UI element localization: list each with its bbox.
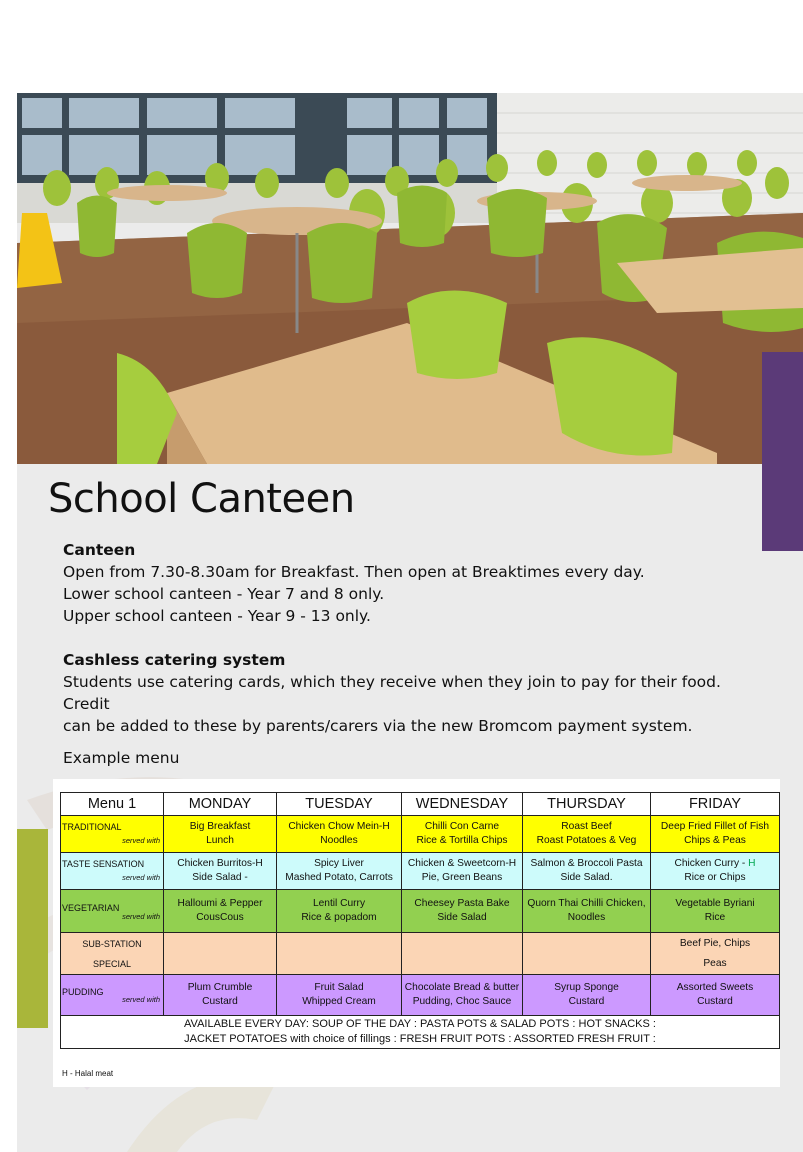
page-title: School Canteen xyxy=(48,476,355,522)
category-cell xyxy=(61,890,164,933)
category-cell xyxy=(61,816,164,853)
menu-cell: Salmon & Broccoli Pasta Side Salad. xyxy=(523,853,651,890)
served-with-note: served with xyxy=(122,873,160,882)
menu-cell: Chicken Burritos-H Side Salad - xyxy=(164,853,277,890)
menu-cell: Chicken & Sweetcorn-H Pie, Green Beans xyxy=(402,853,523,890)
menu-cell: Lentil Curry Rice & popadom xyxy=(277,890,402,933)
menu-cell: Big Breakfast Lunch xyxy=(164,816,277,853)
menu-row-available-every-day xyxy=(61,1016,780,1049)
menu-cell: Chicken Curry - H Rice or Chips xyxy=(651,853,780,890)
day-header: FRIDAY xyxy=(651,793,780,816)
menu-cell: Halloumi & Pepper CousCous xyxy=(164,890,277,933)
menu-corner: Menu 1 xyxy=(61,793,164,816)
category-name: TRADITIONAL xyxy=(62,822,122,832)
category-cell xyxy=(61,853,164,890)
purple-accent-bar xyxy=(762,352,803,551)
halal-marker: H xyxy=(748,858,756,869)
menu-row-vegetarian xyxy=(61,890,780,933)
menu-cell xyxy=(277,933,402,975)
menu-cell: Roast Beef Roast Potatoes & Veg xyxy=(523,816,651,853)
menu-cell: Deep Fried Fillet of Fish Chips & Peas xyxy=(651,816,780,853)
available-every-day-cell xyxy=(61,1016,780,1049)
menu-cell: Quorn Thai Chilli Chicken, Noodles xyxy=(523,890,651,933)
category-cell xyxy=(61,975,164,1016)
menu-cell: Chocolate Bread & butter Pudding, Choc Sauce xyxy=(402,975,523,1016)
served-with-note: served with xyxy=(122,995,160,1004)
menu-cell: Chilli Con Carne Rice & Tortilla Chips xyxy=(402,816,523,853)
canteen-section xyxy=(63,539,763,627)
canteen-heading: Canteen xyxy=(63,541,136,559)
canteen-photo xyxy=(17,93,803,464)
menu-cell: Beef Pie, Chips Peas xyxy=(651,933,780,975)
example-menu-image xyxy=(53,779,780,1087)
menu-header-row xyxy=(61,793,780,816)
menu-cell xyxy=(164,933,277,975)
day-header: MONDAY xyxy=(164,793,277,816)
cashless-line: can be added to these by parents/carers via the new Bromcom payment system. xyxy=(63,717,693,735)
canteen-line: Open from 7.30-8.30am for Breakfast. Then open at Breaktimes every day. xyxy=(63,563,645,581)
cashless-heading: Cashless catering system xyxy=(63,651,286,669)
cashless-section xyxy=(63,649,763,737)
menu-row-sub-station xyxy=(61,933,780,975)
menu-row-pudding xyxy=(61,975,780,1016)
menu-cell xyxy=(402,933,523,975)
category-name: VEGETARIAN xyxy=(62,903,120,913)
menu-cell: Chicken Chow Mein-H Noodles xyxy=(277,816,402,853)
day-header: WEDNESDAY xyxy=(402,793,523,816)
menu-cell: Plum Crumble Custard xyxy=(164,975,277,1016)
daily-line: JACKET POTATOES with choice of fillings : FRESH FRUIT POTS : ASSORTED FRESH FRUIT : xyxy=(184,1033,656,1045)
menu-cell: Spicy Liver Mashed Potato, Carrots xyxy=(277,853,402,890)
canteen-line: Upper school canteen - Year 9 - 13 only. xyxy=(63,607,371,625)
menu-cell: Cheesey Pasta Bake Side Salad xyxy=(402,890,523,933)
menu-table xyxy=(60,792,780,1049)
green-accent-bar xyxy=(17,829,48,1028)
example-menu-label: Example menu xyxy=(63,749,180,767)
category-name: PUDDING xyxy=(62,987,104,997)
day-header: THURSDAY xyxy=(523,793,651,816)
daily-line: AVAILABLE EVERY DAY: SOUP OF THE DAY : PASTA POTS & SALAD POTS : HOT SNACKS : xyxy=(184,1018,656,1030)
canteen-line: Lower school canteen - Year 7 and 8 only. xyxy=(63,585,385,603)
menu-cell: Assorted Sweets Custard xyxy=(651,975,780,1016)
cashless-line: Students use catering cards, which they receive when they join to pay for their food. Credit xyxy=(63,673,721,713)
menu-row-taste-sensation xyxy=(61,853,780,890)
menu-cell xyxy=(523,933,651,975)
menu-cell: Vegetable Byriani Rice xyxy=(651,890,780,933)
menu-cell: Syrup Sponge Custard xyxy=(523,975,651,1016)
category-name: TASTE SENSATION xyxy=(62,859,145,869)
category-name: SUB-STATION xyxy=(82,938,142,949)
halal-footnote: H - Halal meat xyxy=(62,1069,114,1078)
category-cell xyxy=(61,933,164,975)
category-name: SPECIAL xyxy=(92,958,132,969)
day-header: TUESDAY xyxy=(277,793,402,816)
served-with-note: served with xyxy=(122,836,160,845)
menu-row-traditional xyxy=(61,816,780,853)
menu-cell: Fruit Salad Whipped Cream xyxy=(277,975,402,1016)
served-with-note: served with xyxy=(122,912,160,921)
